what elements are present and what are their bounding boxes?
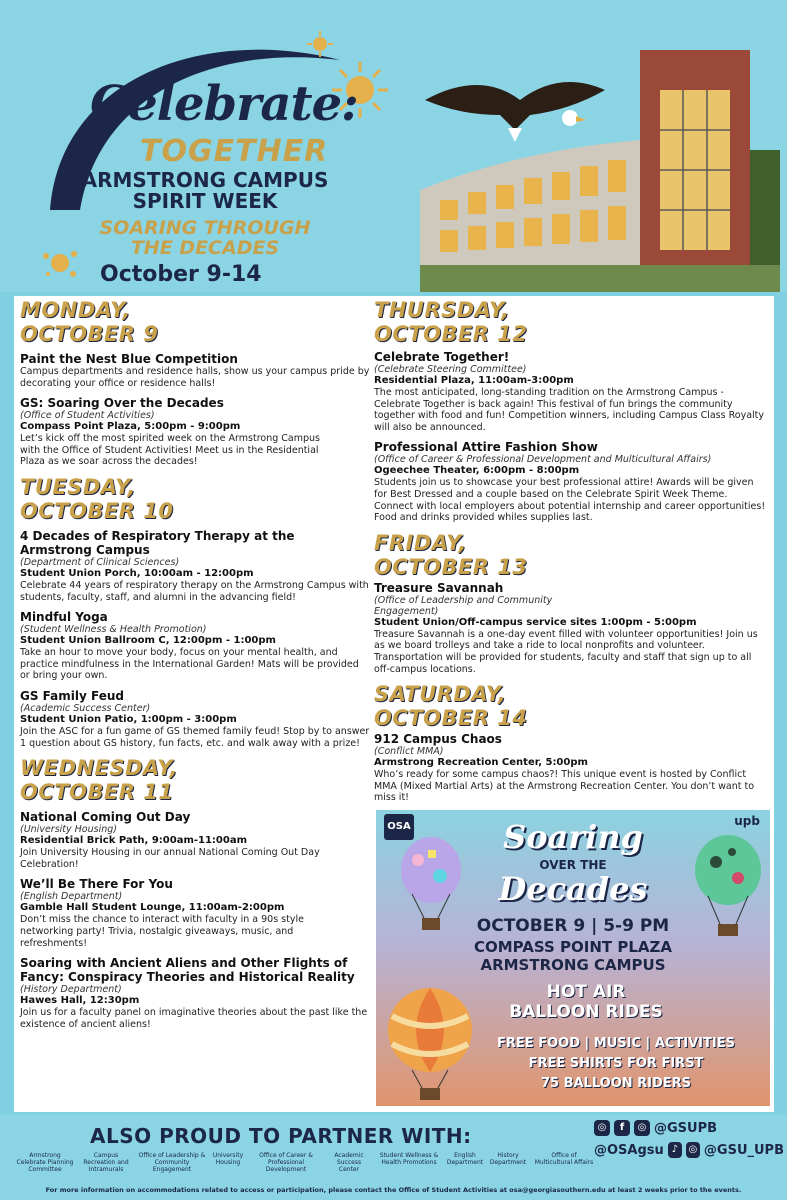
event-organizer: (Office of Leadership and Community Engagement): [374, 594, 553, 617]
day-block-thursday: [374, 298, 768, 524]
day-block-friday: [374, 531, 768, 675]
event-title: 4 Decades of Respiratory Therapy at the Armstrong Campus: [20, 528, 295, 557]
partner-item: Armstrong Celebrate Planning Committee: [16, 1152, 74, 1173]
day-block-saturday: [374, 682, 768, 804]
header-banner: [0, 0, 787, 292]
accessibility-note: For more information on accommodations related to access or participation, please contact the Office of Student Activities at osa@georgiasouthern.edu at least 2 weeks prior to the events.: [45, 1186, 742, 1194]
partner-item: Office of Career & Professional Development: [259, 1152, 313, 1173]
event-organizer: (Department of Clinical Sciences): [20, 556, 180, 568]
event-description: Let’s kick off the most spirited week on the Armstrong Campus with the Office of Student Activities! Meet us in the Residential Plaza as we soar across the decades!: [20, 433, 321, 468]
event-item: [20, 877, 370, 949]
event-item: [20, 956, 370, 1030]
event-description: Students join us to showcase your best professional attire! Awards will be given for Best Dressed and a couple based on the Celebrate Spirit Week Theme. Connect with local employers about potential internship and career opportunities! Food and drinks provided whiles supplies last.: [374, 477, 766, 524]
event-organizer: (Office of Student Activities): [20, 410, 155, 422]
event-title: GS: Soaring Over the Decades: [20, 396, 224, 411]
day-block-tuesday: [20, 475, 370, 749]
poster-location-line2: ARMSTRONG CAMPUS: [480, 956, 666, 974]
event-dates: October 9-14: [100, 262, 262, 287]
event-description: Join the ASC for a fun game of GS themed family feud! Stop by to answer 1 question about GS history, fun facts, etc. and walk away with a prize!: [20, 725, 370, 749]
event-description: Celebrate 44 years of respiratory therapy on the Armstrong Campus with students, faculty, staff, and alumni in the advancing field!: [20, 579, 369, 603]
instagram-icon[interactable]: ◎: [634, 1120, 650, 1136]
celebrate-heading: Celebrate:: [90, 76, 358, 132]
day-heading-line2: OCTOBER 14: [374, 706, 528, 731]
event-location: Residential Brick Path, 9:00am-11:00am: [20, 835, 248, 847]
day-heading-line1: FRIDAY,: [374, 530, 467, 555]
social-handle-osagsu[interactable]: @OSAgsu: [594, 1142, 664, 1158]
event-title: We’ll Be There For You: [20, 877, 173, 892]
osa-logo: OSA: [384, 814, 414, 840]
day-heading: [374, 682, 768, 730]
event-title: GS Family Feud: [20, 688, 124, 703]
schedule-right-column: [374, 296, 768, 811]
event-organizer: (Student Wellness & Health Promotion): [20, 624, 207, 636]
event-description: Join University Housing in our annual National Coming Out Day Celebration!: [20, 847, 320, 870]
together-heading: TOGETHER: [140, 134, 329, 169]
poster-perks-line2: FREE SHIRTS FOR FIRST: [528, 1056, 704, 1071]
event-location: Residential Plaza, 11:00am-3:00pm: [374, 375, 574, 386]
event-title: Treasure Savannah: [374, 580, 504, 595]
event-organizer: (University Housing): [20, 824, 117, 836]
day-heading-line1: TUESDAY,: [20, 474, 136, 499]
day-heading: [20, 475, 370, 523]
social-handle-gsu-upb[interactable]: @GSU_UPB: [703, 1142, 784, 1158]
campus-title: [60, 170, 350, 212]
day-heading-line2: OCTOBER 11: [20, 780, 174, 805]
poster-perks-line1: FREE FOOD | MUSIC | ACTIVITIES: [497, 1036, 735, 1051]
day-heading-line1: WEDNESDAY,: [20, 756, 178, 781]
day-heading-line2: OCTOBER 9: [20, 322, 159, 346]
event-item: [20, 352, 370, 389]
day-heading: [20, 298, 370, 346]
poster-perks-line3: 75 BALLOON RIDERS: [540, 1076, 692, 1091]
event-description: Campus departments and residence halls, show us your campus pride by decorating your office or residence halls!: [20, 366, 370, 389]
day-heading-line2: OCTOBER 13: [374, 554, 528, 579]
event-description: Don’t miss the chance to interact with faculty in a 90s style networking party! Trivia, nostalgic giveaways, music, and refreshments!: [20, 914, 304, 949]
event-title: Paint the Nest Blue Competition: [20, 352, 238, 366]
theme-subtitle: [60, 218, 350, 258]
instagram-icon[interactable]: ◎: [594, 1120, 610, 1136]
event-organizer: (Celebrate Steering Committee): [374, 364, 527, 375]
event-organizer: (Academic Success Center): [20, 702, 151, 714]
event-location: Student Union/Off-campus service sites 1:00pm - 5:00pm: [374, 616, 697, 628]
partner-item: University Housing: [212, 1152, 244, 1166]
event-location: Gamble Hall Student Lounge, 11:00am-2:00pm: [20, 902, 285, 914]
event-title: Mindful Yoga: [20, 610, 108, 625]
partner-item: Academic Success Center: [334, 1152, 364, 1173]
day-block-wednesday: [20, 756, 370, 1030]
poster-date: OCTOBER 9 | 5-9 PM: [476, 916, 670, 936]
partner-list: [16, 1152, 596, 1173]
theme-subtitle-line2: THE DECADES: [130, 237, 280, 259]
schedule-panel: [14, 296, 774, 1112]
partner-item: Office of Leadership & Community Engagement: [138, 1152, 206, 1173]
schedule-left-column: [20, 296, 370, 1037]
event-description: Treasure Savannah is a one-day event filled with volunteer opportunities! Join us as we board trolleys and take a ride to local nonprofits and volunteer. Transportation will be provided for students, faculty and staff that sign up to all off-campus locations.: [374, 628, 758, 675]
social-row: [594, 1142, 784, 1158]
poster-title-over-the: OVER THE: [539, 858, 607, 872]
day-heading: [374, 298, 768, 346]
day-heading-line1: THURSDAY,: [374, 298, 510, 322]
social-handle-gsupb[interactable]: @GSUPB: [654, 1120, 718, 1136]
event-location: Student Union Patio, 1:00pm - 3:00pm: [20, 713, 237, 725]
partner-item: Campus Recreation and Intramurals: [83, 1152, 129, 1173]
campus-title-line1: ARMSTRONG CAMPUS: [81, 168, 329, 192]
campus-title-line2: SPIRIT WEEK: [132, 189, 278, 213]
poster-title-soaring: Soaring: [503, 818, 643, 856]
event-item: [20, 689, 370, 749]
event-item: [20, 810, 370, 870]
poster-hot-air-line1: HOT AIR: [546, 982, 626, 1002]
day-heading-line1: SATURDAY,: [374, 682, 507, 707]
event-title: Soaring with Ancient Aliens and Other Flights of Fancy: Conspiracy Theories and Historical Reality: [20, 956, 355, 985]
instagram-icon[interactable]: ◎: [686, 1142, 700, 1158]
day-heading-line1: MONDAY,: [20, 298, 131, 322]
event-title: 912 Campus Chaos: [374, 732, 502, 747]
event-location: Armstrong Recreation Center, 5:00pm: [374, 757, 588, 769]
poster-location-line1: COMPASS POINT PLAZA: [473, 938, 673, 956]
event-organizer: (Office of Career & Professional Development and Multicultural Affairs): [374, 454, 712, 466]
event-organizer: (English Department): [20, 891, 123, 903]
day-heading-line2: OCTOBER 12: [374, 322, 528, 346]
partner-item: Office of Multicultural Affairs: [534, 1152, 594, 1166]
event-organizer: (History Department): [20, 984, 122, 996]
partner-item: Student Wellness & Health Promotions: [379, 1152, 439, 1166]
poster-hot-air-line2: BALLOON RIDES: [509, 1002, 663, 1022]
event-item: [20, 529, 370, 603]
event-description: Take an hour to move your body, focus on your mental health, and practice mindfulness in the International Garden! Mats will be provided or bring your own.: [20, 647, 359, 682]
partner-item: English Department: [446, 1152, 484, 1166]
event-item: [374, 440, 768, 523]
event-location: Compass Point Plaza, 5:00pm - 9:00pm: [20, 421, 241, 433]
day-heading: [374, 531, 768, 579]
eagle-image: [420, 70, 610, 150]
social-links: [594, 1120, 784, 1164]
event-description: Join us for a faculty panel on imaginative theories about the past like the existence of ancient aliens!: [20, 1007, 368, 1030]
facebook-icon[interactable]: f: [614, 1120, 630, 1136]
footer: [0, 1114, 787, 1200]
tiktok-icon[interactable]: ♪: [668, 1142, 682, 1158]
event-organizer: (Conflict MMA): [374, 746, 444, 758]
balloon-event-poster: [376, 810, 770, 1106]
poster-title-decades: Decades: [498, 870, 648, 908]
event-title: National Coming Out Day: [20, 810, 191, 825]
event-item: [20, 610, 370, 682]
theme-subtitle-line1: SOARING THROUGH: [99, 217, 311, 239]
day-heading: [20, 756, 370, 804]
event-description: The most anticipated, long-standing tradition on the Armstrong Campus - Celebrate Together is back again! This festival of fun brings the community together with food and fun! Competition winners, including Campus Class Royalty will also be announced.: [374, 387, 765, 433]
event-title: Celebrate Together!: [374, 350, 510, 364]
day-block-monday: [20, 298, 370, 468]
event-location: Student Union Ballroom C, 12:00pm - 1:00pm: [20, 635, 276, 647]
event-item: [20, 396, 370, 468]
event-title: Professional Attire Fashion Show: [374, 440, 598, 455]
social-row: [594, 1120, 784, 1136]
upb-logo: upb: [734, 814, 760, 828]
event-location: Ogeechee Theater, 6:00pm - 8:00pm: [374, 465, 580, 477]
event-location: Hawes Hall, 12:30pm: [20, 995, 140, 1007]
partner-heading: ALSO PROUD TO PARTNER WITH:: [90, 1124, 472, 1148]
event-item: [374, 732, 768, 804]
event-description: Who’s ready for some campus chaos?! This unique event is hosted by Conflict MMA (Mixed Martial Arts) at the Armstrong Recreation Center. You don’t want to miss it!: [374, 769, 755, 804]
day-heading-line2: OCTOBER 10: [20, 498, 174, 523]
event-item: [374, 350, 768, 433]
partner-item: History Department: [489, 1152, 527, 1166]
event-item: [374, 581, 768, 675]
sun-icon: [306, 30, 334, 58]
event-location: Student Union Porch, 10:00am - 12:00pm: [20, 567, 254, 579]
